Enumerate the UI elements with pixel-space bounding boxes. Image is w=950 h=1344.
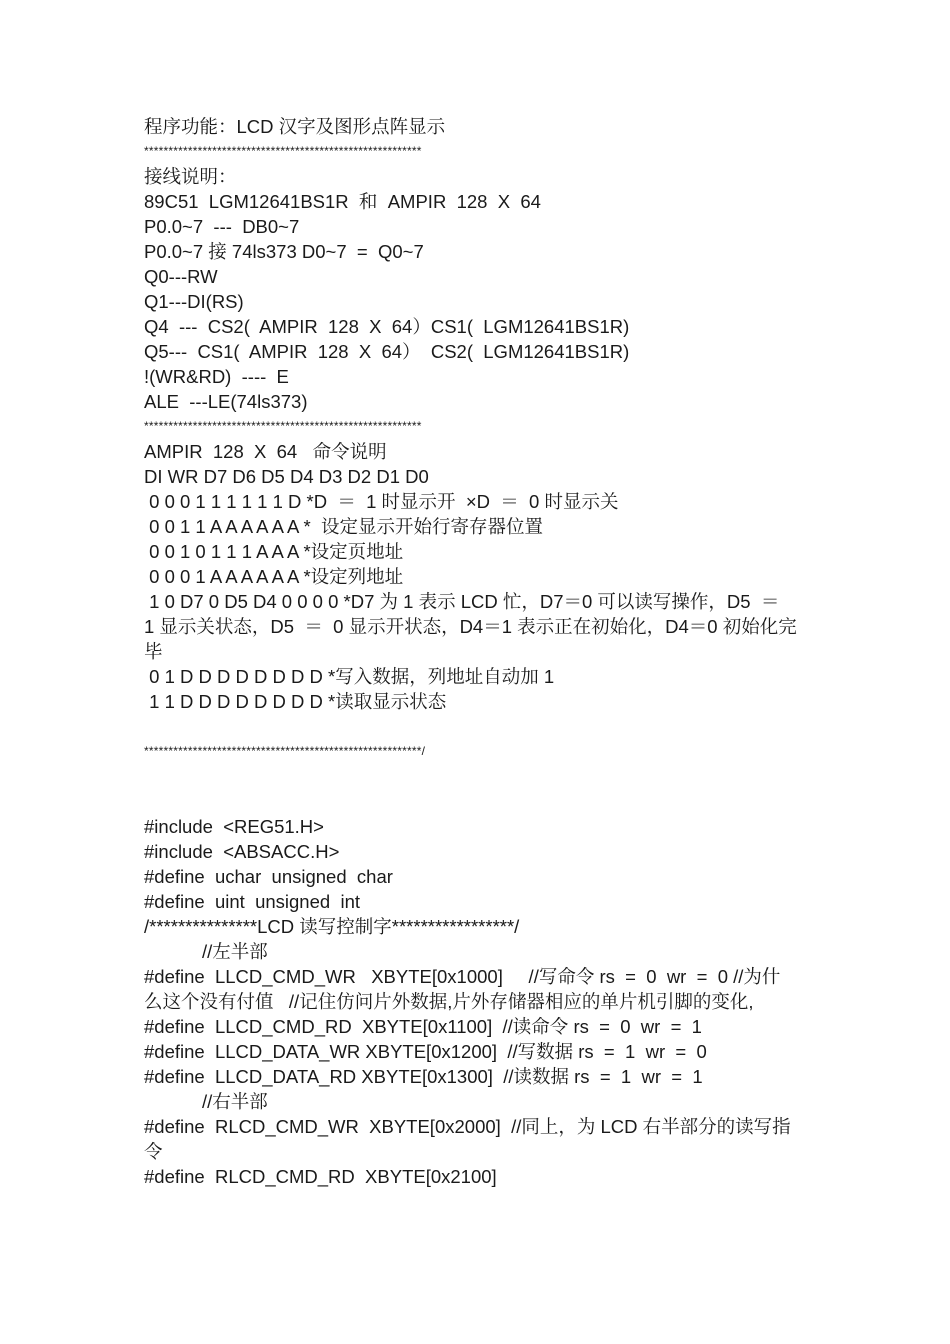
- code-line: #include <REG51.H>: [144, 816, 324, 837]
- command-row: 1 0 D7 0 D5 D4 0 0 0 0 *D7 为 1 表示 LCD 忙，D7＝0 可以读写操作，D5 ＝: [144, 591, 780, 612]
- right-half-comment: //右半部: [202, 1091, 268, 1112]
- wiring-line: P0.0~7 --- DB0~7: [144, 216, 300, 237]
- command-row: 毕: [144, 641, 163, 662]
- code-line: #define RLCD_CMD_RD XBYTE[0x2100]: [144, 1166, 497, 1187]
- wiring-line: ALE ---LE(74ls373): [144, 391, 308, 412]
- wiring-line: Q0---RW: [144, 266, 218, 287]
- code-line: 令: [144, 1141, 163, 1162]
- command-row: 0 0 1 0 1 1 1 A A A *设定页地址: [144, 541, 404, 562]
- code-line: #define RLCD_CMD_WR XBYTE[0x2000] //同上，为 LCD 右半部分的读写指: [144, 1116, 791, 1137]
- blank-line: [144, 714, 814, 739]
- code-line: #define LLCD_DATA_WR XBYTE[0x1200] //写数据 rs = 1 wr = 0: [144, 1041, 707, 1062]
- section-comment: /***************LCD 读写控制字*****************/: [144, 916, 520, 937]
- wiring-line: Q5--- CS1( AMPIR 128 X 64） CS2( LGM12641BS1R): [144, 341, 630, 362]
- command-row: 0 1 D D D D D D D D *写入数据，列地址自动加 1: [144, 666, 555, 687]
- left-half-comment: //左半部: [202, 941, 268, 962]
- wiring-line: 89C51 LGM12641BS1R 和 AMPIR 128 X 64: [144, 191, 541, 212]
- program-title: 程序功能：LCD 汉字及图形点阵显示: [144, 116, 446, 137]
- code-line: #include <ABSACC.H>: [144, 841, 340, 862]
- command-row: 0 0 0 1 A A A A A A *设定列地址: [144, 566, 404, 587]
- separator-line: *********************************************************: [144, 144, 422, 158]
- wiring-heading: 接线说明：: [144, 166, 237, 187]
- command-row: 1 显示关状态，D5 ＝ 0 显示开状态，D4＝1 表示正在初始化，D4＝0 初始化完: [144, 616, 797, 637]
- blank-line: [144, 764, 814, 814]
- command-bit-header: DI WR D7 D6 D5 D4 D3 D2 D1 D0: [144, 466, 429, 487]
- command-row: 0 0 1 1 A A A A A A * 设定显示开始行寄存器位置: [144, 516, 543, 537]
- code-line: #define LLCD_DATA_RD XBYTE[0x1300] //读数据 rs = 1 wr = 1: [144, 1066, 703, 1087]
- wiring-line: !(WR&RD) ---- E: [144, 366, 289, 387]
- code-line: 么这个没有付值 //记住仿问片外数据,片外存储器相应的单片机引脚的变化,: [144, 991, 754, 1012]
- code-line: #define LLCD_CMD_WR XBYTE[0x1000] //写命令 rs = 0 wr = 0 //为什: [144, 966, 781, 987]
- code-line: #define LLCD_CMD_RD XBYTE[0x1100] //读命令 rs = 0 wr = 1: [144, 1016, 702, 1037]
- command-heading: AMPIR 128 X 64 命令说明: [144, 441, 387, 462]
- comment-end-line: *********************************************************/: [144, 744, 426, 758]
- wiring-line: Q4 --- CS2( AMPIR 128 X 64）CS1( LGM12641BS1R): [144, 316, 630, 337]
- command-row: 0 0 0 1 1 1 1 1 1 D *D ＝ 1 时显示开 ×D ＝ 0 时显示关: [144, 491, 619, 512]
- code-line: #define uchar unsigned char: [144, 866, 393, 887]
- wiring-line: P0.0~7 接 74ls373 D0~7 = Q0~7: [144, 241, 424, 262]
- wiring-line: Q1---DI(RS): [144, 291, 244, 312]
- separator-line: *********************************************************: [144, 419, 422, 433]
- code-line: #define uint unsigned int: [144, 891, 360, 912]
- document-page: [144, 114, 814, 1189]
- command-row: 1 1 D D D D D D D D *读取显示状态: [144, 691, 447, 712]
